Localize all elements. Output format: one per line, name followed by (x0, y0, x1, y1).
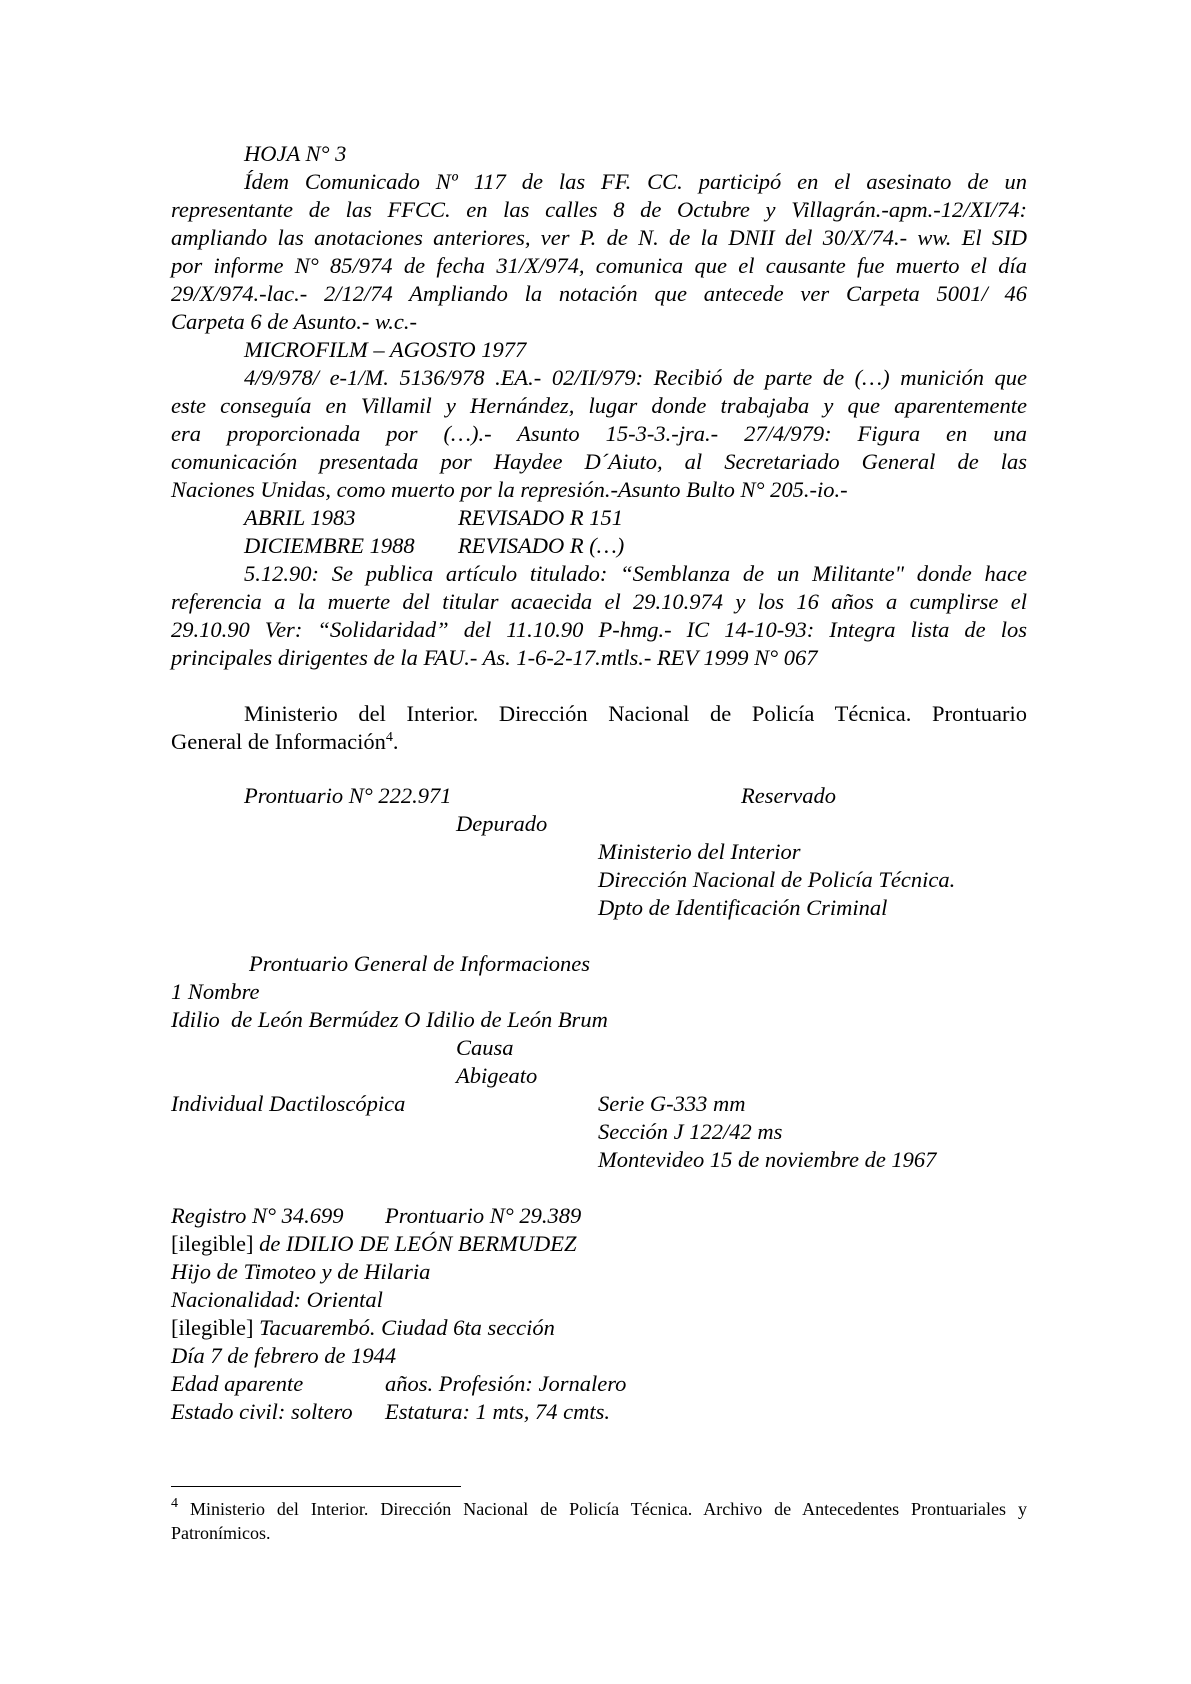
footnote-ref: 4 (385, 730, 393, 745)
paragraph-line: 29/X/974.-lac.- 2/12/74 Ampliando la notación que antecede ver Carpeta 5001/ 46 (171, 281, 1027, 306)
department-name: Dpto de Identificación Criminal (598, 895, 888, 920)
record-title: Prontuario General de Informaciones (249, 951, 590, 976)
subject-name: Idilio de León Bermúdez O Idilio de León Brum (171, 1007, 608, 1032)
illegible-mark: [ilegible] (171, 1315, 254, 1340)
paragraph-line: Carpeta 6 de Asunto.- w.c.- (171, 309, 418, 334)
prontuario-ref: Prontuario N° 29.389 (385, 1203, 582, 1228)
parents: Hijo de Timoteo y de Hilaria (171, 1259, 431, 1284)
subject-line (171, 1230, 577, 1258)
paragraph-line: 4/9/978/ e-1/M. 5136/978 .EA.- 02/II/979: Recibió de parte de (…) munición que (244, 365, 1027, 390)
entry-paragraph-1 (171, 168, 1027, 336)
footnote-number: 4 (171, 1496, 178, 1511)
profession: años. Profesión: Jornalero (385, 1371, 627, 1396)
footnote (171, 1497, 1027, 1545)
sheet-number: HOJA N° 3 (244, 141, 347, 166)
illegible-mark: [ilegible] (171, 1231, 254, 1256)
directorate-name: Dirección Nacional de Policía Técnica. (598, 867, 956, 892)
cause-value: Abigeato (456, 1063, 538, 1088)
reservado-label: Reservado (741, 783, 836, 808)
paragraph-line: referencia a la muerte del titular acaecida el 29.10.974 y los 16 años a cumplirse el (171, 589, 1027, 614)
prontuario-number: Prontuario N° 222.971 (244, 783, 452, 808)
footnote-text: Ministerio del Interior. Dirección Nacional de Policía Técnica. Archivo de Antecedentes Prontuariales y Patronímicos. (171, 1499, 1027, 1543)
paragraph-line: 5.12.90: Se publica artículo titulado: “Semblanza de un Militante" donde hace (244, 561, 1027, 586)
height: Estatura: 1 mts, 74 cmts. (385, 1399, 610, 1424)
footnote-divider (171, 1486, 461, 1487)
paragraph-line: 29.10.90 Ver: “Solidaridad” del 11.10.90 P-hmg.- IC 14-10-93: Integra lista de los (171, 617, 1027, 642)
section-value: Sección J 122/42 ms (598, 1119, 783, 1144)
fingerprint-label: Individual Dactiloscópica (171, 1091, 406, 1116)
birthplace-line (171, 1314, 555, 1342)
series-value: Serie G-333 mm (598, 1091, 746, 1116)
entry-paragraph-2 (171, 364, 1027, 504)
citation-line (171, 728, 1027, 756)
nationality: Nacionalidad: Oriental (171, 1287, 383, 1312)
revision-note: REVISADO R 151 (458, 505, 623, 530)
paragraph-line: comunicación presentada por Haydee D´Aiuto, al Secretariado General de las (171, 449, 1027, 474)
entry-paragraph-3 (171, 560, 1027, 672)
place-date: Montevideo 15 de noviembre de 1967 (598, 1147, 937, 1172)
name-label: 1 Nombre (171, 979, 260, 1004)
microfilm-note: MICROFILM – AGOSTO 1977 (244, 337, 527, 362)
paragraph-line: este conseguía en Villamil y Hernández, lugar donde trabajaba y que aparentemente (171, 393, 1027, 418)
birth-date: Día 7 de febrero de 1944 (171, 1343, 397, 1368)
apparent-age-label: Edad aparente (171, 1371, 304, 1396)
paragraph-line: ampliando las anotaciones anteriores, ver P. de N. de la DNII del 30/X/74.- ww. El SID (171, 225, 1027, 250)
ministry-name: Ministerio del Interior (598, 839, 801, 864)
revision-date: DICIEMBRE 1988 (244, 533, 415, 558)
revision-date: ABRIL 1983 (244, 505, 356, 530)
citation-text: General de Información (171, 729, 386, 754)
citation-end: . (392, 729, 399, 754)
paragraph-line: Naciones Unidas, como muerto por la represión.-Asunto Bulto N° 205.-io.- (171, 477, 848, 502)
cause-label: Causa (456, 1035, 514, 1060)
paragraph-line: era proporcionada por (…).- Asunto 15-3-3.-jra.- 27/4/979: Figura en una (171, 421, 1027, 446)
subject-full-name: de IDILIO DE LEÓN BERMUDEZ (253, 1231, 577, 1256)
paragraph-line: Ídem Comunicado Nº 117 de las FF. CC. participó en el asesinato de un (244, 169, 1027, 194)
depurado-label: Depurado (456, 811, 548, 836)
birthplace: Tacuarembó. Ciudad 6ta sección (253, 1315, 555, 1340)
citation-line: Ministerio del Interior. Dirección Nacional de Policía Técnica. Prontuario (244, 701, 1027, 726)
revision-note: REVISADO R (…) (458, 533, 625, 558)
paragraph-line: principales dirigentes de la FAU.- As. 1-6-2-17.mtls.- REV 1999 N° 067 (171, 645, 818, 670)
source-citation (171, 700, 1027, 756)
paragraph-line: representante de las FFCC. en las calles 8 de Octubre y Villagrán.-apm.-12/XI/74: (171, 197, 1027, 222)
registry-number: Registro N° 34.699 (171, 1203, 344, 1228)
marital-status: Estado civil: soltero (171, 1399, 353, 1424)
paragraph-line: por informe N° 85/974 de fecha 31/X/974, comunica que el causante fue muerto el día (171, 253, 1027, 278)
